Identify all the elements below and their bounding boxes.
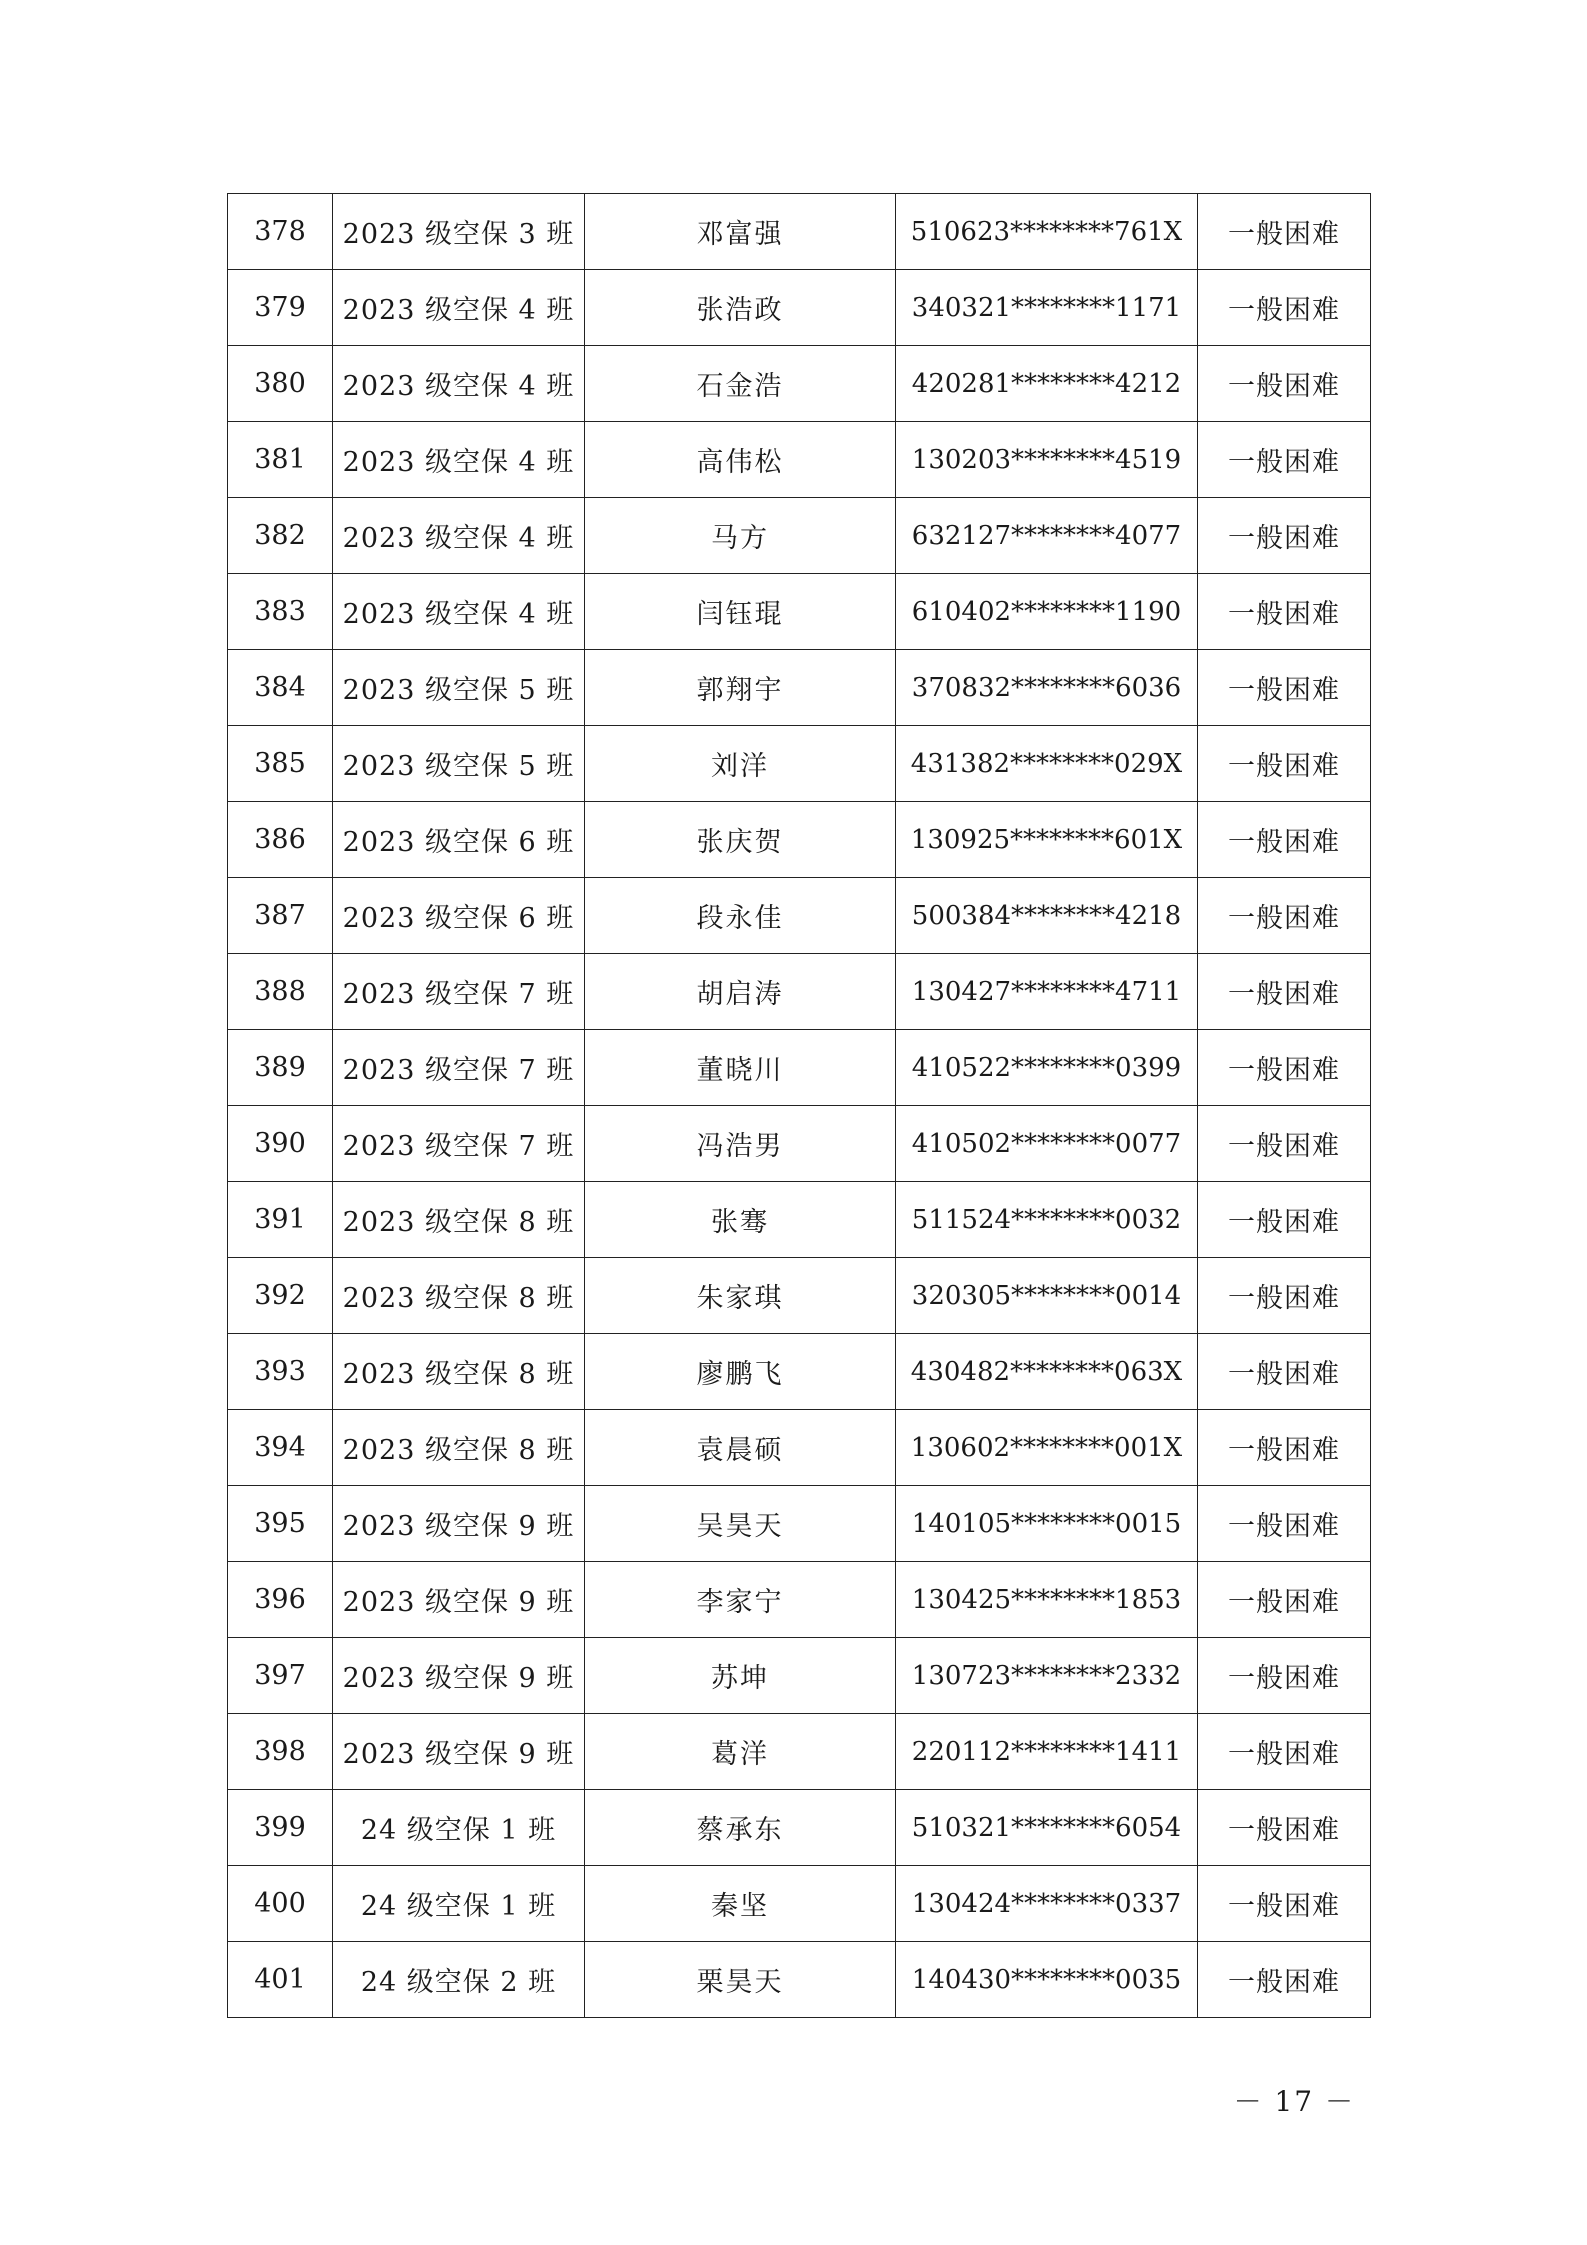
student-name-cell: 胡启涛 [585,954,896,1030]
difficulty-level-cell: 一般困难 [1198,1334,1371,1410]
student-name-cell: 张骞 [585,1182,896,1258]
table-row [228,1334,1371,1410]
table-row [228,1638,1371,1714]
class-cell: 2023 级空保 8 班 [333,1258,585,1334]
table-row [228,1942,1371,2018]
class-cell: 24 级空保 1 班 [333,1866,585,1942]
id-number-cell: 130427********4711 [896,954,1198,1030]
table-row [228,650,1371,726]
difficulty-level-cell: 一般困难 [1198,422,1371,498]
difficulty-level-cell: 一般困难 [1198,1942,1371,2018]
row-number-cell: 390 [228,1106,333,1182]
row-number-cell: 393 [228,1334,333,1410]
student-name-cell: 闫钰琨 [585,574,896,650]
difficulty-level-cell: 一般困难 [1198,1486,1371,1562]
class-cell: 2023 级空保 6 班 [333,802,585,878]
student-name-cell: 葛洋 [585,1714,896,1790]
row-number-cell: 395 [228,1486,333,1562]
class-cell: 2023 级空保 9 班 [333,1562,585,1638]
row-number-cell: 394 [228,1410,333,1486]
row-number-cell: 382 [228,498,333,574]
row-number-cell: 379 [228,270,333,346]
row-number-cell: 398 [228,1714,333,1790]
id-number-cell: 130425********1853 [896,1562,1198,1638]
class-cell: 2023 级空保 6 班 [333,878,585,954]
class-cell: 2023 级空保 4 班 [333,346,585,422]
table-row [228,726,1371,802]
table-row [228,1030,1371,1106]
table-row [228,346,1371,422]
table-row [228,1790,1371,1866]
difficulty-level-cell: 一般困难 [1198,802,1371,878]
student-table [227,193,1371,2018]
id-number-cell: 430482********063X [896,1334,1198,1410]
difficulty-level-cell: 一般困难 [1198,954,1371,1030]
student-name-cell: 石金浩 [585,346,896,422]
table-row [228,1562,1371,1638]
row-number-cell: 384 [228,650,333,726]
class-cell: 2023 级空保 4 班 [333,498,585,574]
class-cell: 2023 级空保 8 班 [333,1182,585,1258]
class-cell: 24 级空保 2 班 [333,1942,585,2018]
row-number-cell: 392 [228,1258,333,1334]
class-cell: 2023 级空保 5 班 [333,650,585,726]
student-name-cell: 朱家琪 [585,1258,896,1334]
row-number-cell: 383 [228,574,333,650]
difficulty-level-cell: 一般困难 [1198,270,1371,346]
id-number-cell: 340321********1171 [896,270,1198,346]
row-number-cell: 396 [228,1562,333,1638]
student-name-cell: 栗昊天 [585,1942,896,2018]
student-name-cell: 冯浩男 [585,1106,896,1182]
student-name-cell: 秦坚 [585,1866,896,1942]
student-name-cell: 刘洋 [585,726,896,802]
id-number-cell: 320305********0014 [896,1258,1198,1334]
student-name-cell: 马方 [585,498,896,574]
student-name-cell: 高伟松 [585,422,896,498]
row-number-cell: 387 [228,878,333,954]
class-cell: 2023 级空保 7 班 [333,1030,585,1106]
row-number-cell: 400 [228,1866,333,1942]
id-number-cell: 632127********4077 [896,498,1198,574]
table-row [228,422,1371,498]
id-number-cell: 220112********1411 [896,1714,1198,1790]
id-number-cell: 130925********601X [896,802,1198,878]
difficulty-level-cell: 一般困难 [1198,1714,1371,1790]
difficulty-level-cell: 一般困难 [1198,1182,1371,1258]
id-number-cell: 130203********4519 [896,422,1198,498]
difficulty-level-cell: 一般困难 [1198,1410,1371,1486]
student-name-cell: 蔡承东 [585,1790,896,1866]
table-row [228,270,1371,346]
row-number-cell: 397 [228,1638,333,1714]
table-row [228,498,1371,574]
row-number-cell: 389 [228,1030,333,1106]
id-number-cell: 500384********4218 [896,878,1198,954]
id-number-cell: 610402********1190 [896,574,1198,650]
class-cell: 2023 级空保 4 班 [333,270,585,346]
student-name-cell: 段永佳 [585,878,896,954]
table-row [228,1258,1371,1334]
table-row [228,802,1371,878]
student-name-cell: 袁晨硕 [585,1410,896,1486]
difficulty-level-cell: 一般困难 [1198,1790,1371,1866]
student-name-cell: 苏坤 [585,1638,896,1714]
student-name-cell: 邓富强 [585,194,896,270]
difficulty-level-cell: 一般困难 [1198,1106,1371,1182]
difficulty-level-cell: 一般困难 [1198,1866,1371,1942]
table-row [228,1182,1371,1258]
table-row [228,1410,1371,1486]
table-row [228,194,1371,270]
id-number-cell: 370832********6036 [896,650,1198,726]
id-number-cell: 410502********0077 [896,1106,1198,1182]
student-name-cell: 廖鹏飞 [585,1334,896,1410]
row-number-cell: 399 [228,1790,333,1866]
difficulty-level-cell: 一般困难 [1198,498,1371,574]
class-cell: 2023 级空保 9 班 [333,1714,585,1790]
difficulty-level-cell: 一般困难 [1198,1030,1371,1106]
id-number-cell: 130723********2332 [896,1638,1198,1714]
student-name-cell: 吴昊天 [585,1486,896,1562]
id-number-cell: 130424********0337 [896,1866,1198,1942]
difficulty-level-cell: 一般困难 [1198,1562,1371,1638]
class-cell: 2023 级空保 5 班 [333,726,585,802]
class-cell: 24 级空保 1 班 [333,1790,585,1866]
class-cell: 2023 级空保 3 班 [333,194,585,270]
table-row [228,1714,1371,1790]
table-row [228,878,1371,954]
table-row [228,1866,1371,1942]
student-name-cell: 张庆贺 [585,802,896,878]
table-row [228,1486,1371,1562]
row-number-cell: 378 [228,194,333,270]
difficulty-level-cell: 一般困难 [1198,1638,1371,1714]
class-cell: 2023 级空保 8 班 [333,1410,585,1486]
id-number-cell: 431382********029X [896,726,1198,802]
difficulty-level-cell: 一般困难 [1198,878,1371,954]
difficulty-level-cell: 一般困难 [1198,346,1371,422]
class-cell: 2023 级空保 9 班 [333,1638,585,1714]
id-number-cell: 410522********0399 [896,1030,1198,1106]
table-body [228,194,1371,2018]
row-number-cell: 381 [228,422,333,498]
class-cell: 2023 级空保 7 班 [333,1106,585,1182]
row-number-cell: 388 [228,954,333,1030]
row-number-cell: 391 [228,1182,333,1258]
class-cell: 2023 级空保 8 班 [333,1334,585,1410]
row-number-cell: 386 [228,802,333,878]
id-number-cell: 140430********0035 [896,1942,1198,2018]
table-row [228,574,1371,650]
difficulty-level-cell: 一般困难 [1198,574,1371,650]
student-name-cell: 郭翔宇 [585,650,896,726]
class-cell: 2023 级空保 7 班 [333,954,585,1030]
difficulty-level-cell: 一般困难 [1198,650,1371,726]
table-row [228,954,1371,1030]
id-number-cell: 510623********761X [896,194,1198,270]
id-number-cell: 420281********4212 [896,346,1198,422]
student-name-cell: 张浩政 [585,270,896,346]
id-number-cell: 511524********0032 [896,1182,1198,1258]
class-cell: 2023 级空保 4 班 [333,422,585,498]
id-number-cell: 140105********0015 [896,1486,1198,1562]
row-number-cell: 385 [228,726,333,802]
student-name-cell: 董晓川 [585,1030,896,1106]
difficulty-level-cell: 一般困难 [1198,194,1371,270]
id-number-cell: 510321********6054 [896,1790,1198,1866]
student-name-cell: 李家宁 [585,1562,896,1638]
page-number: － 17 － [1233,2085,1355,2118]
class-cell: 2023 级空保 9 班 [333,1486,585,1562]
difficulty-level-cell: 一般困难 [1198,1258,1371,1334]
table-row [228,1106,1371,1182]
class-cell: 2023 级空保 4 班 [333,574,585,650]
difficulty-level-cell: 一般困难 [1198,726,1371,802]
row-number-cell: 401 [228,1942,333,2018]
id-number-cell: 130602********001X [896,1410,1198,1486]
row-number-cell: 380 [228,346,333,422]
